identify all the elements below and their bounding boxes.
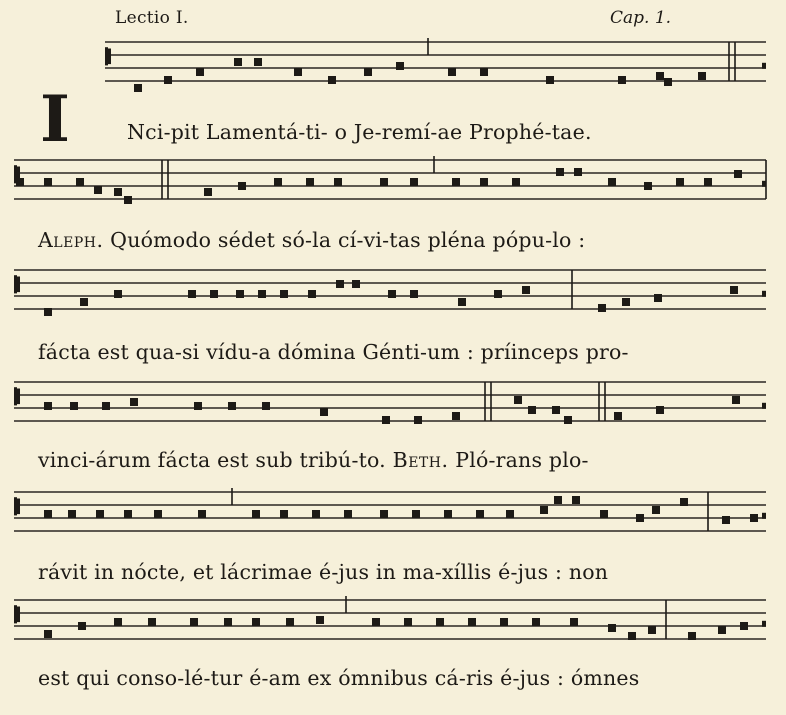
neume-note [688,632,696,640]
clef-mark [105,47,108,65]
neume-note [704,178,712,186]
neume-note [124,510,132,518]
neume-note [68,510,76,518]
neume-note [540,506,548,514]
neume-note [554,496,562,504]
neume-note [286,618,294,626]
lyric-text: fácta est qua-si vídu-a dómina Génti-um : príinceps pro- [38,340,629,364]
lyric-text: Nci-pit Lamentá-ti- o Je-remí-ae Prophé-tae. [127,120,592,144]
neume-note [164,76,172,84]
neume-note [608,624,616,632]
neume-note [380,178,388,186]
neume-note [344,510,352,518]
neume-note [506,510,514,518]
neume-note [316,616,324,624]
neume-note [636,514,644,522]
neume-note [94,186,102,194]
neume-note [328,76,336,84]
neume-note [334,178,342,186]
custos-mark [762,403,766,409]
neume-note [448,68,456,76]
neume-note [574,168,582,176]
neume-note [664,78,672,86]
lyric-line-6 [0,666,786,696]
neume-note [514,396,522,404]
neume-note [480,178,488,186]
neume-note [644,182,652,190]
neume-note [294,68,302,76]
neume-note [556,168,564,176]
neume-note [480,68,488,76]
neume-note [312,510,320,518]
neume-note [154,510,162,518]
neume-note [404,618,412,626]
neume-note [564,416,572,424]
neume-note [570,618,578,626]
neume-note [308,290,316,298]
clef-mark [14,387,17,405]
custos-mark [762,621,766,627]
neume-note [436,618,444,626]
neume-note [512,178,520,186]
neume-note [468,618,476,626]
neume-note [698,72,706,80]
neume-note [124,196,132,204]
neume-note [148,618,156,626]
custos-mark [762,181,766,187]
neume-note [382,416,390,424]
neume-note [44,510,52,518]
lyric-text: est qui conso-lé-tur é-am ex ómnibus cá-ris é-jus : ómnes [38,666,640,690]
neume-note [44,402,52,410]
neume-note [194,402,202,410]
neume-note [352,280,360,288]
neume-note [396,62,404,70]
neume-note [238,182,246,190]
neume-note [80,298,88,306]
neume-note [608,178,616,186]
neume-note [252,510,260,518]
neume-note [654,294,662,302]
beth-label: Beth. [392,448,449,472]
neume-note [234,58,242,66]
neume-note [680,498,688,506]
neume-note [388,290,396,298]
lyric-text [38,448,589,472]
neume-note [372,618,380,626]
neume-note [78,622,86,630]
neume-note [76,178,84,186]
lyric-line-2 [0,228,786,258]
neume-note [114,618,122,626]
neume-note [44,630,52,638]
neume-note [236,290,244,298]
custos-mark [762,63,766,69]
neume-note [452,178,460,186]
neume-note [228,402,236,410]
neume-note [648,626,656,634]
neume-note [676,178,684,186]
lyric-text-rest: Quómodo sédet só-la cí-vi-tas pléna pópu-lo : [103,228,586,252]
chapter-label: Cap. 1. [610,8,672,28]
neume-note [718,626,726,634]
neume-note [198,510,206,518]
neume-note [458,298,466,306]
neume-note [740,622,748,630]
neume-note [614,412,622,420]
neume-note [380,510,388,518]
neume-note [262,402,270,410]
neume-note [622,298,630,306]
lyric-line-3 [0,340,786,370]
neume-note [70,402,78,410]
neume-note [528,406,536,414]
lyric-text [38,228,585,252]
neume-note [750,514,758,522]
neume-note [500,618,508,626]
clef-mark [14,605,17,623]
neume-note [656,72,664,80]
neume-note [618,76,626,84]
neume-note [476,510,484,518]
lyric-line-4 [0,448,786,478]
lectio-title: Lectio I. [115,8,189,28]
neume-note [444,510,452,518]
neume-note [722,516,730,524]
neume-note [254,58,262,66]
neume-note [258,290,266,298]
neume-note [734,170,742,178]
clef-mark [14,275,17,293]
neume-note [598,304,606,312]
neume-note [188,290,196,298]
neume-note [546,76,554,84]
custos-mark [762,291,766,297]
neume-note [130,398,138,406]
lyric-text: rávit in nócte, et lácrimae é-jus in ma-xíllis é-jus : non [38,560,609,584]
neume-note [494,290,502,298]
neume-note [280,510,288,518]
neume-note [364,68,372,76]
neume-note [190,618,198,626]
neume-note [532,618,540,626]
neume-note [196,68,204,76]
custos-mark [762,513,766,519]
neume-note [410,178,418,186]
lyric-line-5 [0,560,786,590]
neume-note [414,416,422,424]
neume-note [732,396,740,404]
neume-note [274,178,282,186]
neume-note [102,402,110,410]
aleph-label: Aleph. [38,228,104,252]
neume-note [114,188,122,196]
neume-note [410,290,418,298]
neume-note [320,408,328,416]
lyric-line-1 [0,120,786,150]
neume-note [96,510,104,518]
neume-note [522,286,530,294]
neume-note [44,178,52,186]
neume-note [652,506,660,514]
neume-note [336,280,344,288]
neume-note [44,308,52,316]
neume-note [600,510,608,518]
neume-note [204,188,212,196]
neume-note [656,406,664,414]
neume-note [252,618,260,626]
neume-note [412,510,420,518]
neume-note [306,178,314,186]
neume-note [628,632,636,640]
clef-mark [14,497,17,515]
initial-letter: I [40,82,70,157]
neume-note [210,290,218,298]
neume-note [16,178,24,186]
neume-note [730,286,738,294]
neume-note [134,84,142,92]
neume-note [224,618,232,626]
neume-note [280,290,288,298]
lyric-text-rest: Pló-rans plo- [448,448,589,472]
neume-note [114,290,122,298]
neume-note [572,496,580,504]
neume-note [452,412,460,420]
lyric-text-start: vinci-árum fácta est sub tribú-to. [38,448,393,472]
neume-note [552,406,560,414]
